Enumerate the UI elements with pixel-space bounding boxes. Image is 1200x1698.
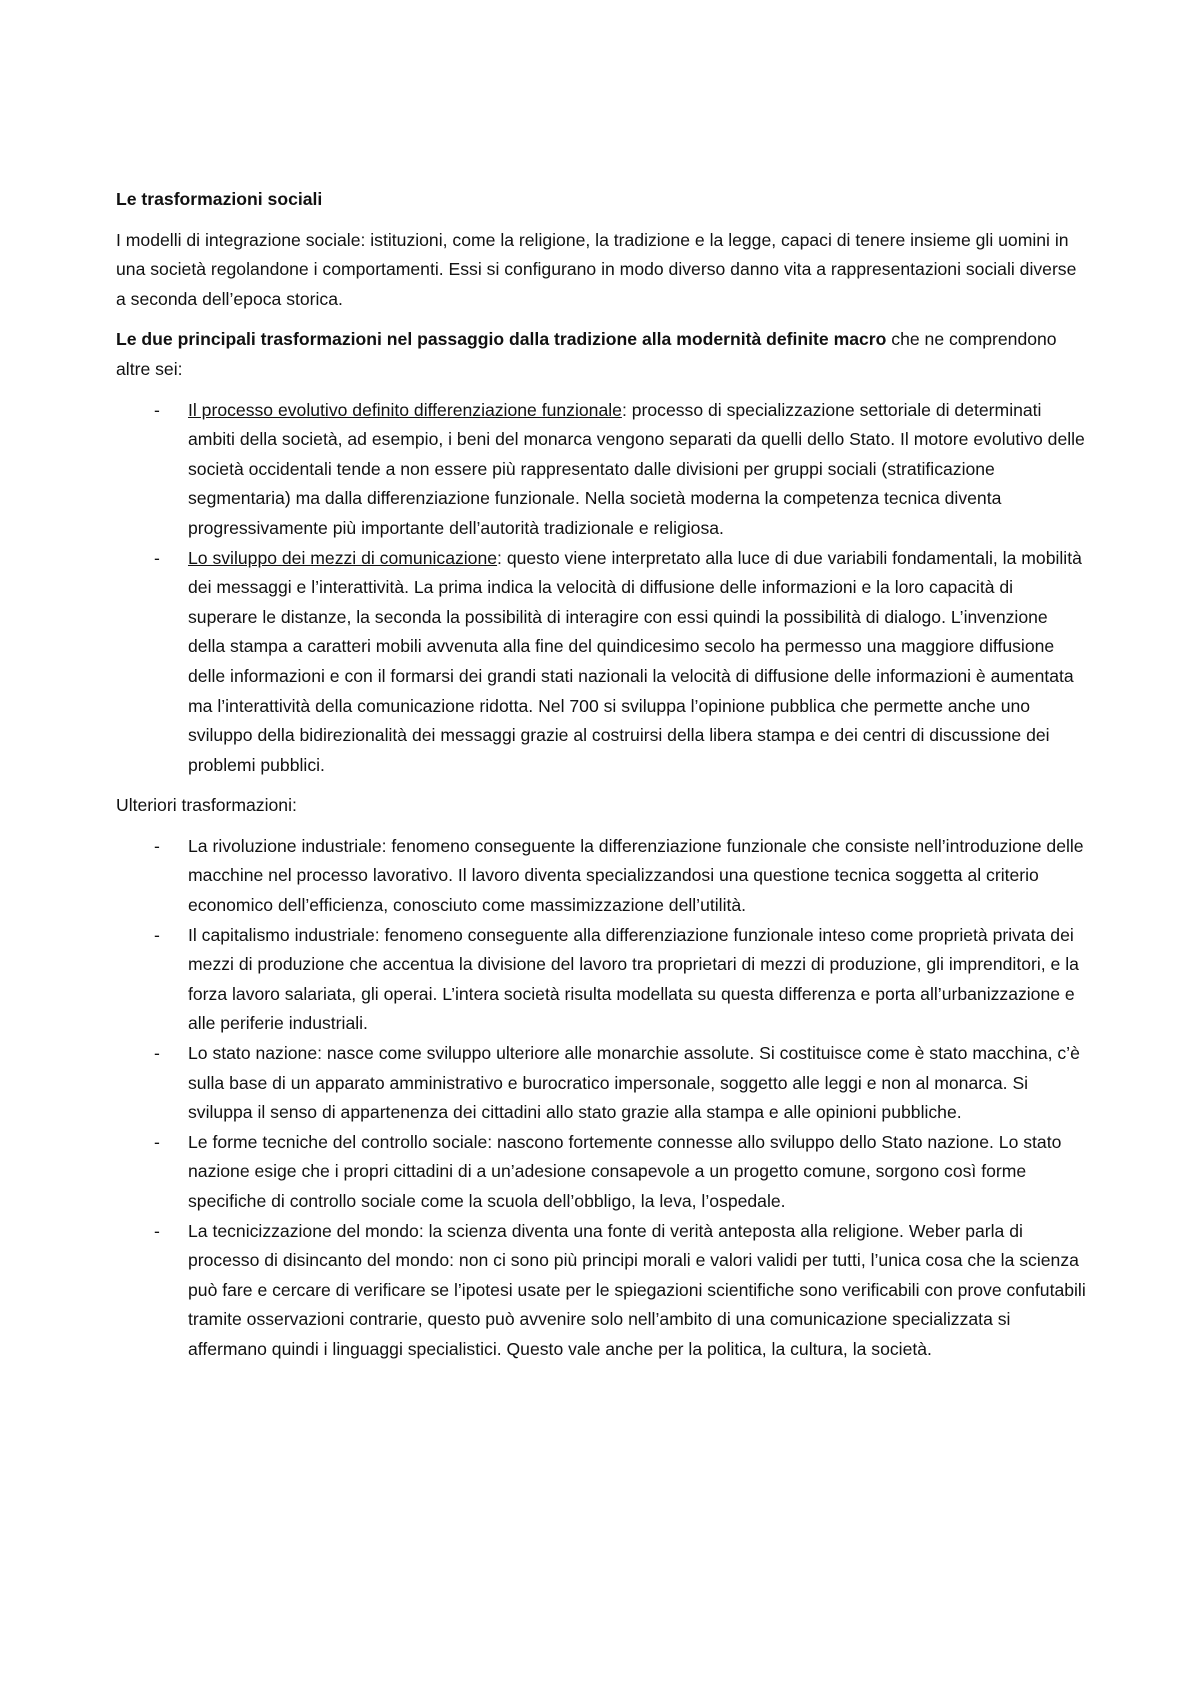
list-item-term: Il processo evolutivo definito differenziazione funzionale	[188, 399, 622, 420]
macro-transformations-list	[116, 396, 1086, 781]
list-item	[116, 396, 1086, 544]
section1-lead	[116, 325, 1086, 384]
list-item: - Lo stato nazione: nasce come sviluppo ulteriore alle monarchie assolute. Si costituisce come è stato macchina, c’è sulla base di un apparato amministrativo e burocratico impersonale, soggetto alle leggi e non al monarca. Si sviluppa il senso di appartenenza dei cittadini allo stato grazie alla stampa e alle opinioni pubbliche.	[116, 1039, 1086, 1128]
list-item-text: : questo viene interpretato alla luce di due variabili fondamentali, la mobilità dei messaggi e l’interattività. La prima indica la velocità di diffusione delle informazioni e la loro capacità di superare le distanze, la seconda la possibilità di interagire con essi quindi la possibilità di dialogo. L’invenzione della stampa a caratteri mobili avvenuta alla fine del quindicesimo secolo ha permesso una maggiore diffusione delle informazioni e con il formarsi dei grandi stati nazionali la velocità di diffusione delle informazioni è aumentata ma l’interattività della comunicazione ridotta. Nel 700 si sviluppa l’opinione pubblica che permette anche uno sviluppo della bidirezionalità dei messaggi grazie al costruirsi della libera stampa e dei centri di discussione dei problemi pubblici.	[188, 547, 1082, 775]
further-transformations-list	[116, 832, 1086, 1365]
section2-heading: Ulteriori trasformazioni:	[116, 795, 297, 816]
list-item-term: Lo sviluppo dei mezzi di comunicazione	[188, 547, 498, 568]
document-page	[116, 185, 1086, 1376]
list-item: - Il capitalismo industriale: fenomeno conseguente alla differenziazione funzionale inteso come proprietà privata dei mezzi di produzione che accentua la divisione del lavoro tra proprietari di mezzi di produzione, gli imprenditori, e la forza lavoro salariata, gli operai. L’intera società risulta modellata su questa differenza e porta all’urbanizzazione e alle periferie industriali.	[116, 921, 1086, 1039]
section1-lead-rest: che ne comprendono altre sei:	[116, 329, 1057, 379]
section1-lead-bold: Le due principali trasformazioni nel passaggio dalla tradizione alla modernità definite macro	[116, 329, 887, 350]
list-item: - La tecnicizzazione del mondo: la scienza diventa una fonte di verità anteposta alla religione. Weber parla di processo di disincanto del mondo: non ci sono più principi morali e valori validi per tutti, l’unica cosa che la scienza può fare e cercare di verificare se l’ipotesi usate per le spiegazioni scientifiche sono verificabili con prove confutabili tramite osservazioni contrarie, questo può avvenire solo nell’ambito di una comunicazione specializzata si affermano quindi i linguaggi specialistici. Questo vale anche per la politica, la cultura, la società.	[116, 1217, 1086, 1365]
list-item: - La rivoluzione industriale: fenomeno conseguente la differenziazione funzionale che consiste nell’introduzione delle macchine nel processo lavorativo. Il lavoro diventa specializzandosi una questione tecnica soggetta al criterio economico dell’efficienza, conosciuto come massimizzazione dell’utilità.	[116, 832, 1086, 921]
document-title: Le trasformazioni sociali	[116, 189, 323, 209]
list-item-text: : processo di specializzazione settoriale di determinati ambiti della società, ad esempio, i beni del monarca vengono separati da quelli dello Stato. Il motore evolutivo delle società occidentali tende a non essere più rappresentato dalle divisioni per gruppi sociali (stratificazione segmentaria) ma dalla differenziazione funzionale. Nella società moderna la competenza tecnica diventa progressivamente più importante dell’autorità tradizionale e religiosa.	[188, 399, 1085, 538]
intro-paragraph: I modelli di integrazione sociale: istituzioni, come la religione, la tradizione e la legge, capaci di tenere insieme gli uomini in una società regolandone i comportamenti. Essi si configurano in modo diverso danno vita a rappresentazioni sociali diverse a seconda dell’epoca storica.	[116, 229, 1077, 309]
list-item: - Le forme tecniche del controllo sociale: nascono fortemente connesse allo sviluppo dello Stato nazione. Lo stato nazione esige che i propri cittadini di a un’adesione consapevole a un progetto comune, sorgono così forme specifiche di controllo sociale come la scuola dell’obbligo, la leva, l’ospedale.	[116, 1128, 1086, 1217]
list-item	[116, 544, 1086, 781]
